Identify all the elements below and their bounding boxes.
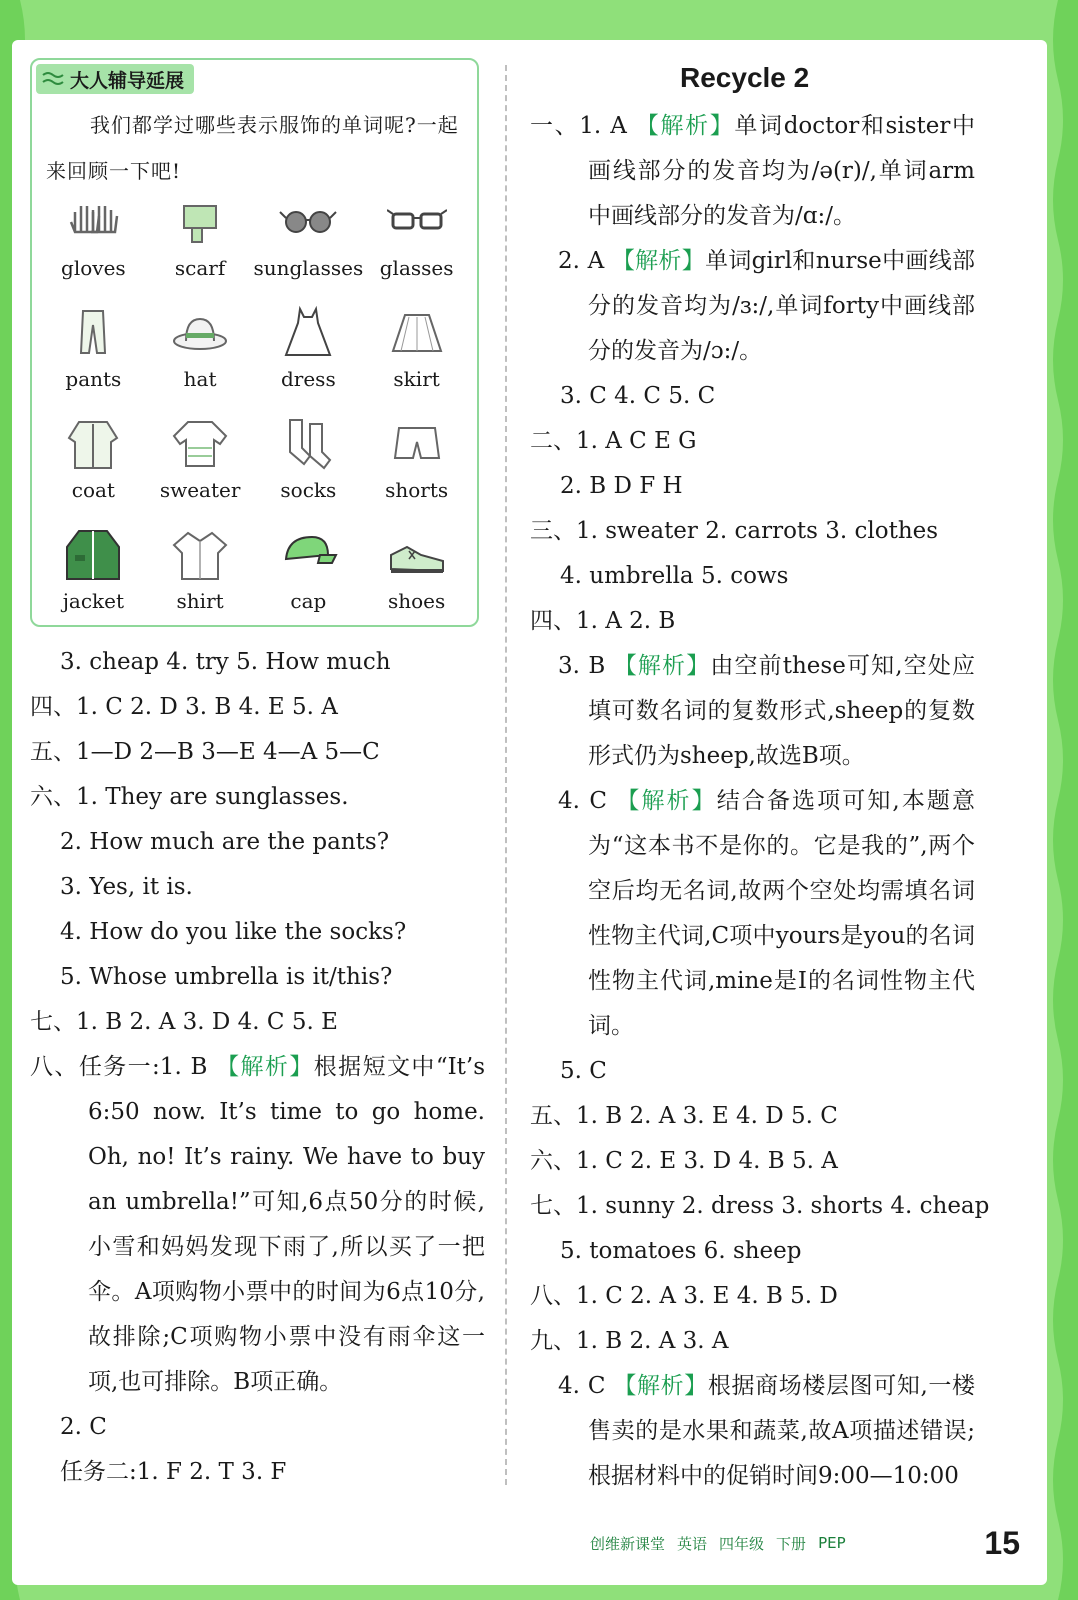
q4-4-head: 4. C [558,788,607,814]
jacket-icon [63,525,123,581]
q1-1-analysis: 单词doctor和sister中画线部分的发音均为/ə(r)/,单词arm中画线部分的发音为/ɑ:/。 [588,113,976,229]
analysis-tag: 【解析】 [635,113,735,139]
clothing-label: shoes [387,589,446,613]
answer-line: 七、1. sunny 2. dress 3. shorts 4. cheap [530,1193,990,1219]
page-footer [590,1525,1020,1561]
answer-line: 2. How much are the pants? [60,829,390,855]
task-one-head: 八、任务一:1. B [30,1054,208,1080]
analysis-tag: 【解析】 [613,1373,708,1399]
task-one-analysis: 根据短文中“It’s 6:50 now. It’s time to go home. Oh, no! It’s rainy. We have to buy an umbrella!”可知,6点50分的时候,小雪和妈妈发现下雨了,所以买了一把伞。A项购物小票中的时间为6点10分,故排除;C项购物小票中没有雨伞这一项,也可排除。B项正确。 [88,1054,486,1395]
answer-line: 5. tomatoes 6. sheep [560,1238,802,1264]
analysis-tag: 【解析】 [611,248,706,274]
clothing-label: cap [290,589,327,613]
answer-line: 五、1—D 2—B 3—E 4—A 5—C [30,739,380,765]
answer-line: 4. How do you like the socks? [60,919,407,945]
answer-line: 5. C [560,1058,607,1084]
clothing-item [253,414,363,517]
shoes-icon [387,525,447,581]
clothing-item [363,525,470,628]
q4-3-head: 3. B [558,653,606,679]
answer-line: 六、1. C 2. E 3. D 4. B 5. A [530,1148,838,1174]
q4-4-analysis: 结合备选项可知,本题意为“这本书不是你的。它是我的”,两个空后均无名词,故两个空处均需填名词性物主代词,C项中yours是you的名词性物主代词,mine是I的名词性物主代词。 [588,788,976,1039]
gloves-icon [63,192,123,248]
box-header [36,64,194,94]
answer-line: 二、1. A C E G [530,428,697,454]
clothing-item [253,525,363,628]
coat-icon [63,414,123,470]
footer-brand: 创维新课堂 [590,1534,666,1553]
hat-icon [170,303,230,359]
glasses-icon [387,192,447,248]
answer-line: 2. B D F H [560,473,683,499]
clothing-grid [40,192,470,628]
clothing-item [253,303,363,406]
sweater-icon [170,414,230,470]
q1-2-analysis: 单词girl和nurse中画线部分的发音均为/ɜ:/,单词forty中画线部分的发音为/ɔ:/。 [588,248,976,364]
footer-subject: 英语 [677,1534,708,1553]
analysis-tag: 【解析】 [216,1054,314,1080]
footer-grade: 四年级 [719,1534,765,1553]
answer-line: 三、1. sweater 2. carrots 3. clothes [530,518,939,544]
clothing-item [40,192,147,295]
analysis-tag: 【解析】 [616,788,717,814]
box-title: 大人辅导延展 [70,69,185,92]
pants-icon [63,303,123,359]
box-intro-text: 我们都学过哪些表示服饰的单词呢?一起来回顾一下吧! [46,113,459,183]
socks-icon [278,414,338,470]
answer-line: 任务二:1. F 2. T 3. F [60,1459,287,1485]
q1-1-head: 一、1. A [530,113,627,139]
shirt-icon [170,525,230,581]
answer-line: 四、1. C 2. D 3. B 4. E 5. A [30,694,338,720]
answer-line: 3. C 4. C 5. C [560,383,716,409]
clothing-label: sunglasses [253,256,364,280]
clothing-item [40,414,147,517]
scarf-icon [170,192,230,248]
clothing-label: glasses [379,256,454,280]
clothing-label: pants [65,367,122,391]
clothing-item [147,525,254,628]
analysis-tag: 【解析】 [613,653,711,679]
column-divider [505,65,507,1485]
clothing-label: dress [280,367,336,391]
q4-3-answer [530,644,975,779]
shorts-icon [387,414,447,470]
clothing-label: socks [280,478,337,502]
q4-4-answer [530,779,975,1049]
page-number: 15 [984,1524,1020,1561]
clothing-label: jacket [62,589,125,613]
answer-line: 5. Whose umbrella is it/this? [60,964,393,990]
answer-line: 3. cheap 4. try 5. How much [60,649,391,675]
footer-term: 下册 [776,1534,807,1553]
clothing-item [147,192,254,295]
answer-line: 六、1. They are sunglasses. [30,784,349,810]
answer-line: 七、1. B 2. A 3. D 4. C 5. E [30,1009,338,1035]
answer-line: 2. C [60,1414,107,1440]
clothing-item [147,414,254,517]
clothing-item [40,525,147,628]
clothing-item [363,303,470,406]
parent-guide-box [30,58,479,627]
clothing-item [147,303,254,406]
clothing-label: hat [183,367,217,391]
q1-1-answer [530,104,975,239]
answer-line: 4. umbrella 5. cows [560,563,789,589]
footer-edition: PEP [818,1534,846,1552]
answer-line: 四、1. A 2. B [530,608,676,634]
wave-lines-icon [42,71,64,87]
clothing-label: sweater [159,478,241,502]
dress-icon [278,303,338,359]
clothing-label: coat [71,478,115,502]
clothing-item [363,414,470,517]
section-title: Recycle 2 [680,62,810,93]
right-column [530,104,990,1499]
q9-4-head: 4. C [558,1373,606,1399]
answer-line: 五、1. B 2. A 3. E 4. D 5. C [530,1103,838,1129]
q9-4-analysis: 根据商场楼层图可知,一楼售卖的是水果和蔬菜,故A项描述错误;根据材料中的促销时间9:00—10:00 [588,1373,976,1489]
cap-icon [278,525,338,581]
clothing-item [363,192,470,295]
clothing-label: scarf [174,256,226,280]
answer-line: 九、1. B 2. A 3. A [530,1328,729,1354]
q1-2-head: 2. A [558,248,605,274]
task-one-answer [30,1045,485,1405]
clothing-item [40,303,147,406]
clothing-label: shorts [385,478,449,502]
clothing-item [253,192,363,295]
q9-4-answer [530,1364,975,1499]
left-column [30,640,485,1495]
answer-line: 3. Yes, it is. [60,874,193,900]
sunglasses-icon [278,192,338,248]
q1-2-answer [530,239,975,374]
clothing-label: gloves [61,256,126,280]
clothing-label: shirt [176,589,224,613]
skirt-icon [387,303,447,359]
answer-line: 八、1. C 2. A 3. E 4. B 5. D [530,1283,838,1309]
q4-3-analysis: 由空前these可知,空处应填可数名词的复数形式,sheep的复数形式仍为sheep,故选B项。 [588,653,975,769]
clothing-label: skirt [393,367,440,391]
